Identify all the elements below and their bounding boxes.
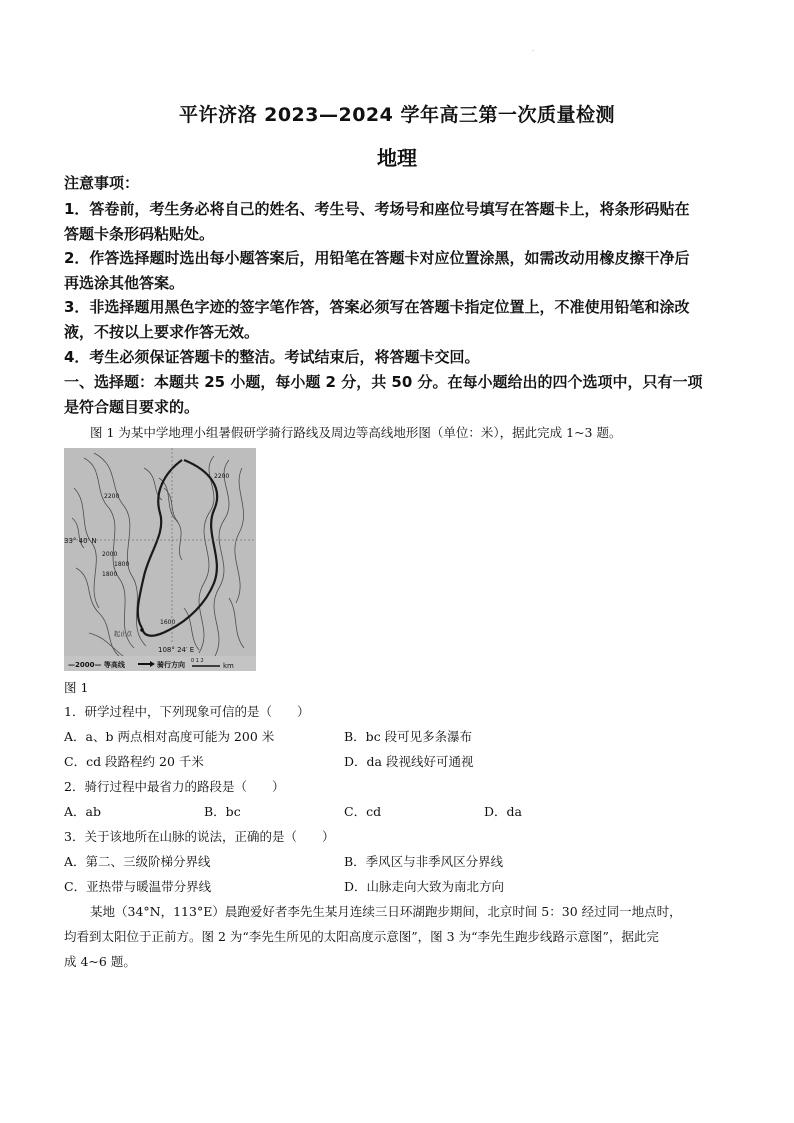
- question-option: B．季风区与非季风区分界线: [344, 854, 504, 869]
- question-option: C．cd 段路程约 20 千米: [64, 754, 204, 769]
- intro-figure2-3-cont: 均看到太阳位于正前方。图 2 为“李先生所见的太阳高度示意图”，图 3 为“李先生跑步线路示意图”，据此完: [64, 929, 659, 944]
- notice-line: 3．非选择题用黑色字迹的签字笔作答，答案必须写在答题卡指定位置上，不准使用铅笔和涂改: [64, 298, 690, 316]
- legend-route: 骑行方向: [157, 661, 185, 669]
- question-option: B．bc 段可见多条瀑布: [344, 729, 473, 744]
- start-point-label: 起止点: [114, 631, 133, 638]
- contour-label: 1800: [102, 571, 118, 578]
- longitude-label: 108° 24′ E: [158, 646, 195, 654]
- contour-label: 2200: [104, 493, 120, 500]
- question-option: A．ab: [64, 804, 101, 819]
- question-option: C．cd: [344, 804, 382, 819]
- contour-map-figure: [64, 448, 256, 671]
- contour-map: [64, 448, 256, 671]
- figure-caption: 图 1: [64, 680, 89, 695]
- contour-label: 2000: [102, 551, 118, 558]
- contour-label: 2200: [214, 473, 230, 480]
- notice-heading: 注意事项：: [64, 174, 140, 192]
- intro-figure2-3: 某地（34°N，113°E）晨跑爱好者李先生某月连续三日环湖跑步期间，北京时间 5：30 经过同一地点时，: [90, 904, 682, 919]
- latitude-label: 33° 40′ N: [64, 537, 97, 545]
- legend-scale-unit: km: [223, 662, 234, 670]
- question-option: C．亚热带与暖温带分界线: [64, 879, 212, 894]
- notice-line: 2．作答选择题时选出每小题答案后，用铅笔在答题卡对应位置涂黑，如需改动用橡皮擦干净后: [64, 249, 690, 267]
- intro-figure2-3-cont: 成 4~6 题。: [64, 954, 136, 969]
- notice-line: 答题卡条形码粘贴处。: [64, 225, 215, 243]
- corner-dot: ·: [532, 48, 534, 55]
- question-option: D．da 段视线好可通视: [344, 754, 474, 769]
- legend-contour: —2000— 等高线: [68, 661, 125, 669]
- question-option: D．山脉走向大致为南北方向: [344, 879, 505, 894]
- start-point-marker: [140, 628, 144, 632]
- question-option: A．第二、三级阶梯分界线: [64, 854, 211, 869]
- intro-figure1: 图 1 为某中学地理小组暑假研学骑行路线及周边等高线地形图（单位：米），据此完成 1~3 题。: [90, 425, 622, 440]
- contour-label: 1800: [114, 561, 130, 568]
- legend-scale-ticks: 0 1 2: [191, 658, 204, 664]
- section-heading-cont: 是符合题目要求的。: [64, 398, 200, 416]
- section-heading: 一、选择题：本题共 25 小题，每小题 2 分，共 50 分。在每小题给出的四个选项中，只有一项: [64, 373, 703, 391]
- question-option: A．a、b 两点相对高度可能为 200 米: [64, 729, 275, 744]
- question-option: B．bc: [204, 804, 241, 819]
- notice-line: 液，不按以上要求作答无效。: [64, 323, 260, 341]
- question-stem: 2．骑行过程中最省力的路段是（ ）: [64, 779, 285, 794]
- notice-line: 再选涂其他答案。: [64, 274, 185, 292]
- notice-line: 4．考生必须保证答题卡的整洁。考试结束后，将答题卡交回。: [64, 348, 480, 366]
- page-title: 平许济洛 2023—2024 学年高三第一次质量检测: [179, 104, 615, 126]
- subject-title: 地理: [377, 146, 417, 170]
- notice-line: 1．答卷前，考生务必将自己的姓名、考生号、考场号和座位号填写在答题卡上，将条形码贴在: [64, 200, 690, 218]
- question-stem: 3．关于该地所在山脉的说法，正确的是（ ）: [64, 829, 335, 844]
- question-option: D．da: [484, 804, 522, 819]
- contour-label: 1600: [160, 619, 176, 626]
- question-stem: 1．研学过程中，下列现象可信的是（ ）: [64, 704, 310, 719]
